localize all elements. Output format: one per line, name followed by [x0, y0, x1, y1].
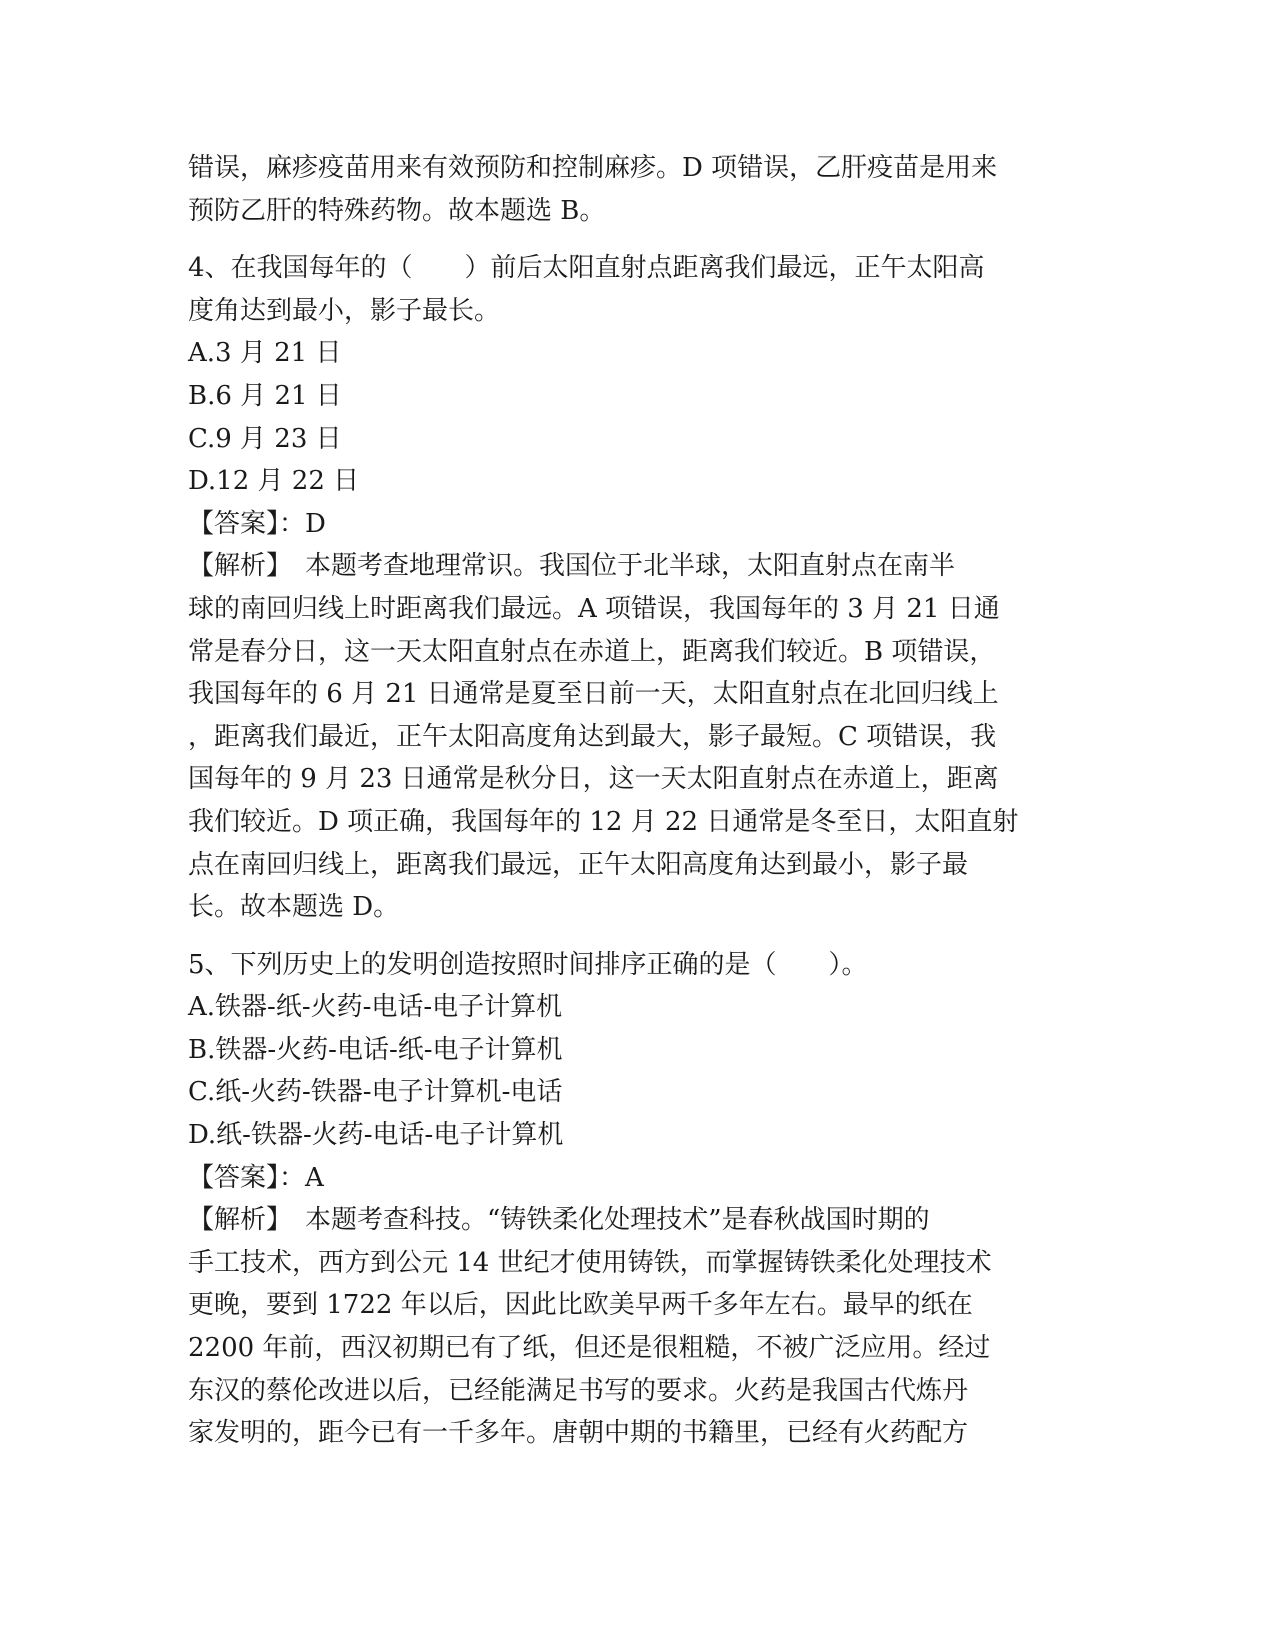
question-4-stem: 度角达到最小，影子最长。: [188, 295, 501, 326]
question-5-stem: 5、下列历史上的发明创造按照时间排序正确的是（ ）。: [188, 949, 868, 980]
question-5-analysis: 东汉的蔡伦改进以后，已经能满足书写的要求。火药是我国古代炼丹: [188, 1375, 969, 1406]
question-4-option-b: B.6 月 21 日: [188, 380, 342, 411]
question-4-stem: 4、在我国每年的（ ）前后太阳直射点距离我们最远，正午太阳高: [188, 253, 985, 284]
question-4-option-c: C.9 月 23 日: [188, 423, 342, 454]
paragraph-gap: [188, 232, 1088, 247]
document-body: [188, 147, 1088, 1455]
question-4-analysis: 常是春分日，这一天太阳直射点在赤道上，距离我们较近。B 项错误，: [188, 636, 996, 667]
question-5-analysis: 家发明的，距今已有一千多年。唐朝中期的书籍里，已经有火药配方: [188, 1418, 969, 1449]
question-5-analysis: 【解析】 本题考查科技。“铸铁柔化处理技术”是春秋战国时期的: [188, 1205, 930, 1236]
question-5-analysis: 更晚，要到 1722 年以后，因此比欧美早两千多年左右。最早的纸在: [188, 1290, 973, 1321]
question-4-analysis: 国每年的 9 月 23 日通常是秋分日，这一天太阳直射点在赤道上，距离: [188, 764, 999, 795]
question-4-analysis: ，距离我们最近，正午太阳高度角达到最大，影子最短。C 项错误，我: [188, 721, 997, 752]
question-5-analysis: 手工技术，西方到公元 14 世纪才使用铸铁，而掌握铸铁柔化处理技术: [188, 1247, 992, 1278]
question-4-analysis: 球的南回归线上时距离我们最远。A 项错误，我国每年的 3 月 21 日通: [188, 593, 1000, 624]
question-4-analysis: 我们较近。D 项正确，我国每年的 12 月 22 日通常是冬至日，太阳直射: [188, 806, 1019, 837]
question-4-analysis: 点在南回归线上，距离我们最远，正午太阳高度角达到最小，影子最: [188, 849, 969, 880]
question-4-analysis: 我国每年的 6 月 21 日通常是夏至日前一天，太阳直射点在北回归线上: [188, 679, 999, 710]
question-5-option-d: D.纸-铁器-火药-电话-电子计算机: [188, 1120, 564, 1151]
question-5-option-b: B.铁器-火药-电话-纸-电子计算机: [188, 1034, 563, 1065]
question-5-option-a: A.铁器-纸-火药-电话-电子计算机: [188, 992, 563, 1023]
paragraph-gap: [188, 929, 1088, 944]
question-4-analysis: 【解析】 本题考查地理常识。我国位于北半球，太阳直射点在南半: [188, 551, 956, 582]
text-line: 预防乙肝的特殊药物。故本题选 B。: [188, 195, 606, 226]
question-5-analysis: 2200 年前，西汉初期已有了纸，但还是很粗糙，不被广泛应用。经过: [188, 1333, 991, 1364]
question-4-option-a: A.3 月 21 日: [188, 338, 342, 369]
question-5-option-c: C.纸-火药-铁器-电子计算机-电话: [188, 1077, 563, 1108]
text-line: 错误，麻疹疫苗用来有效预防和控制麻疹。D 项错误，乙肝疫苗是用来: [188, 153, 998, 183]
question-4-analysis: 长。故本题选 D。: [188, 892, 400, 923]
question-4-answer: 【答案】：D: [188, 508, 326, 539]
question-4-option-d: D.12 月 22 日: [188, 466, 360, 497]
question-5-answer: 【答案】：A: [188, 1162, 324, 1193]
